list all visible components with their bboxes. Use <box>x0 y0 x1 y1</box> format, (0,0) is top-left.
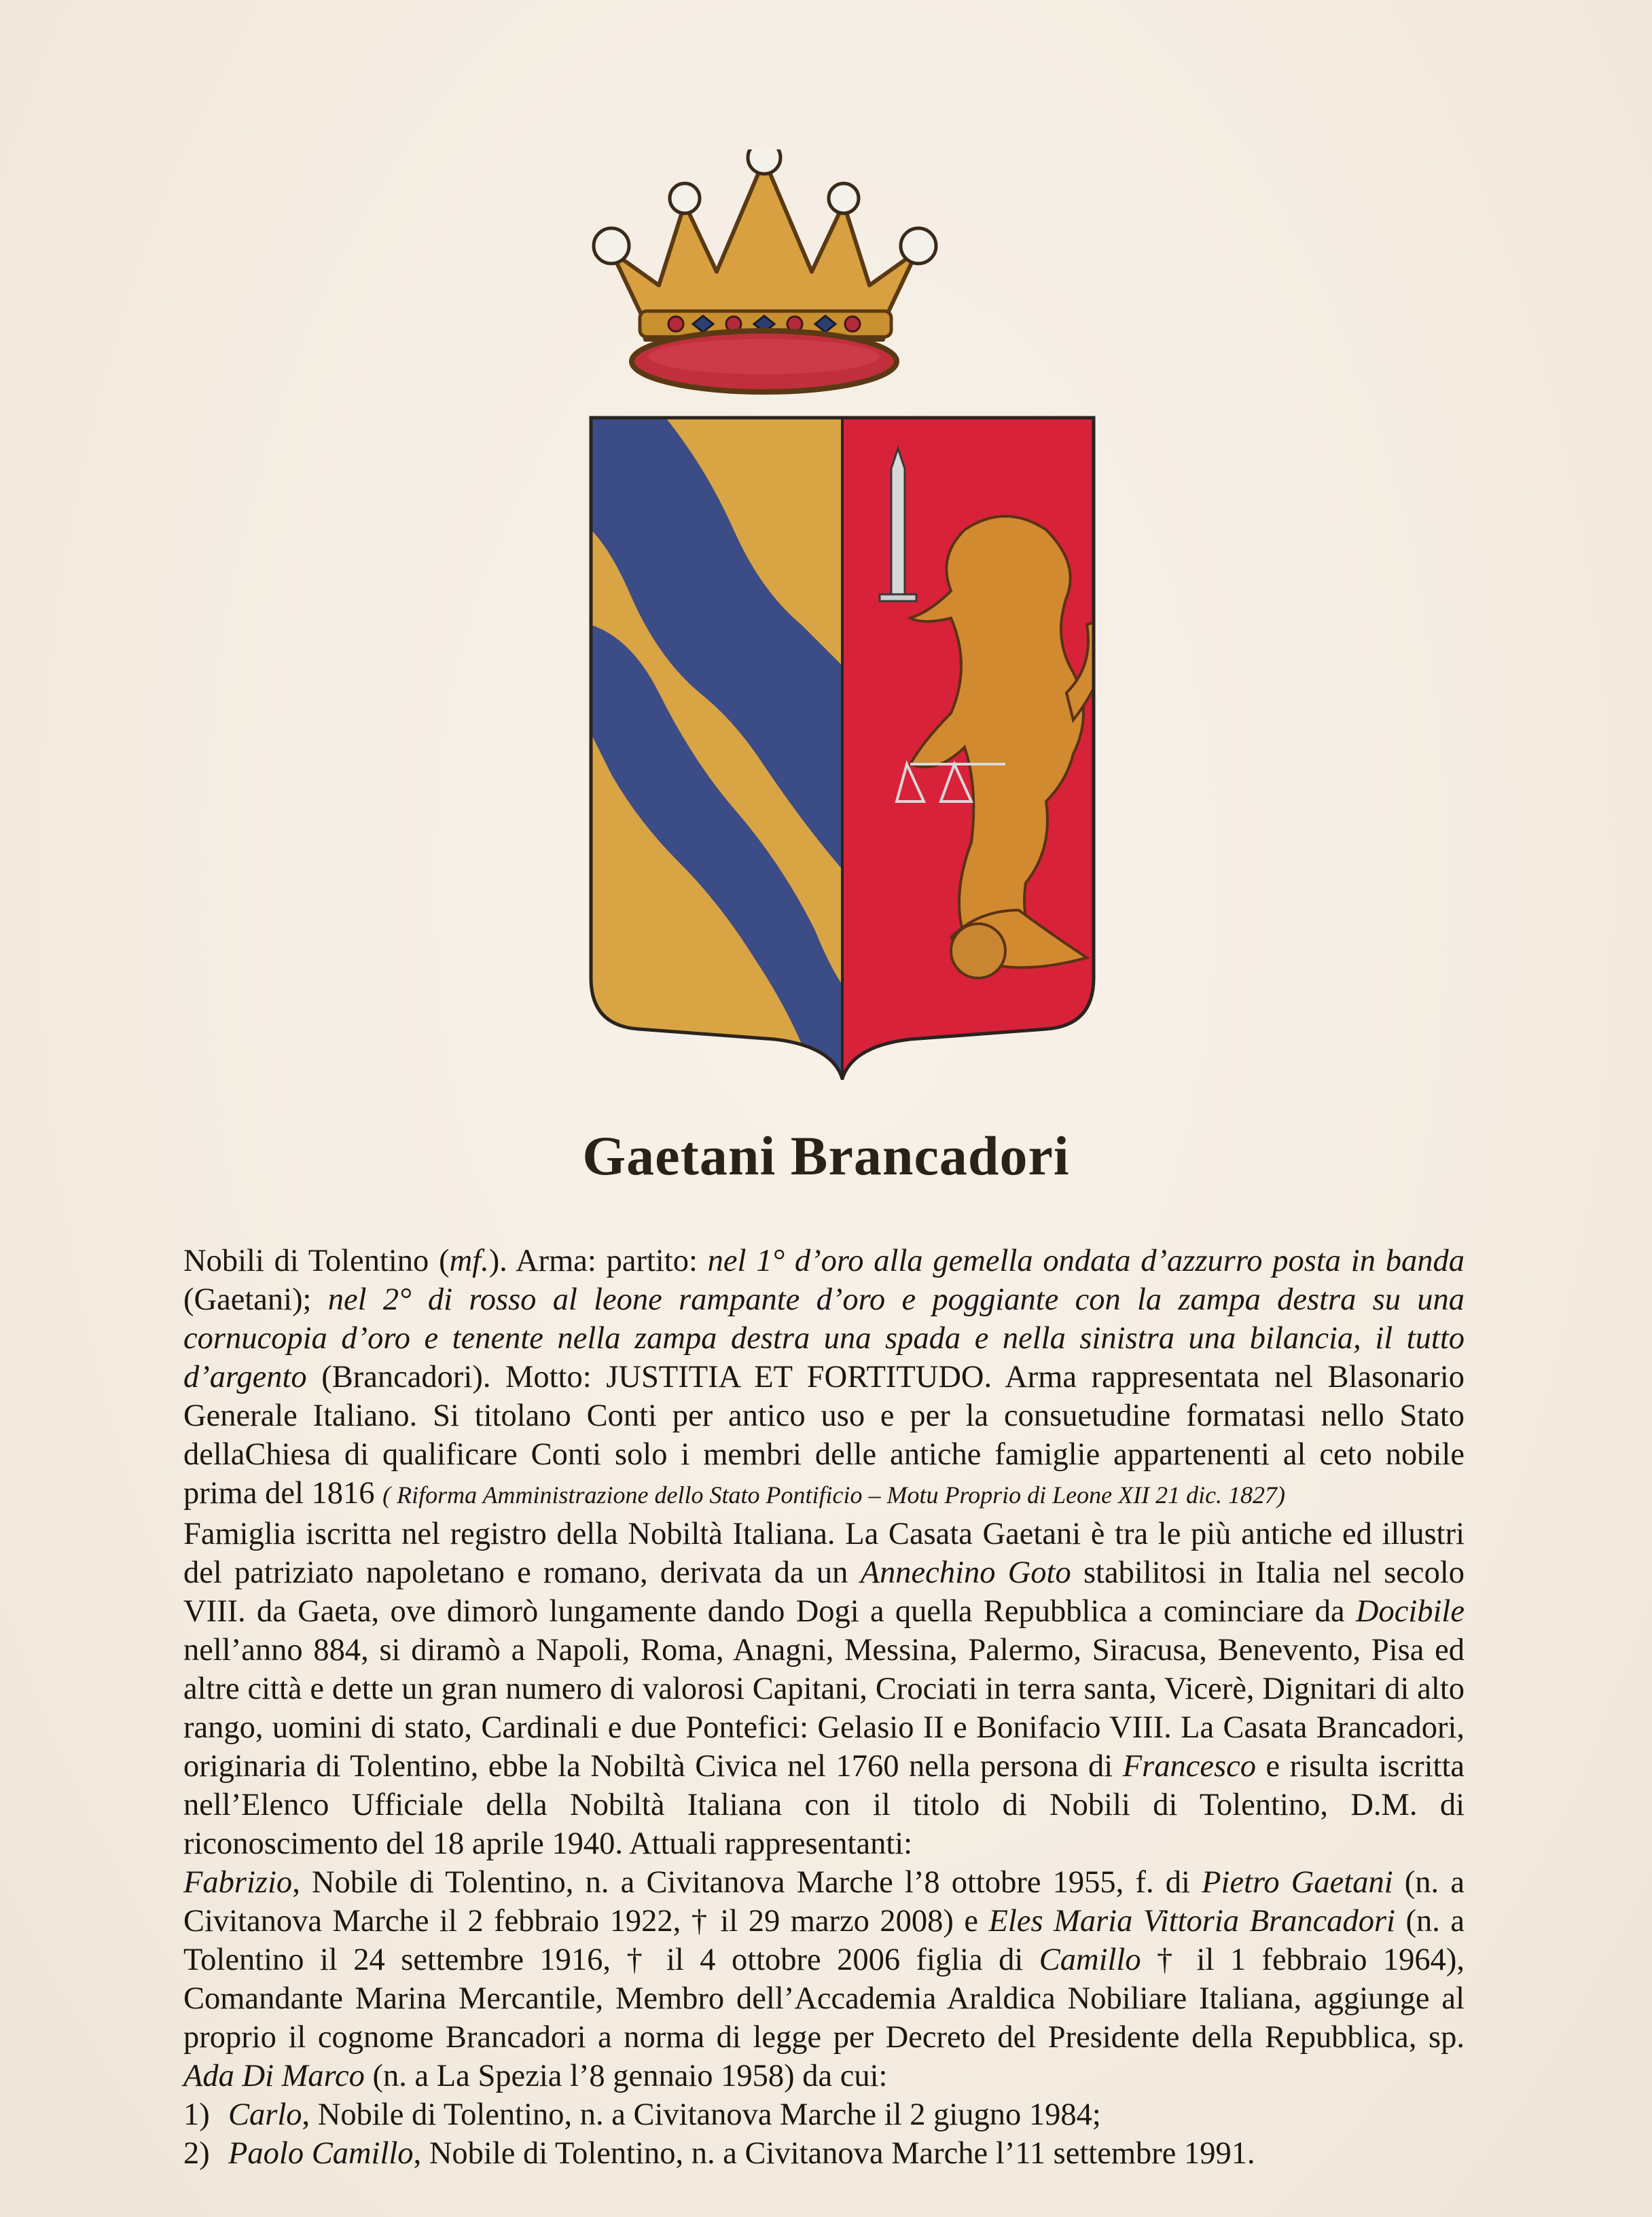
text-span: † il 1 febbraio 1964), Comandante Marina Mercantile, Membro dell’Accademia Araldica Nobiliare Italiana, aggiunge al proprio il cognome Brancadori a norma di legge per Decreto del Presidente della Repubblica, sp. <box>183 1943 1465 2055</box>
italic-span: mf. <box>449 1244 489 1278</box>
italic-span: Eles Maria Vittoria Brancadori <box>988 1904 1395 1939</box>
children-list <box>183 2095 1465 2173</box>
text-span: , Nobile di Tolentino, n. a Civitanova Marche il 2 giugno 1984; <box>302 2097 1101 2132</box>
paragraph-history <box>183 1515 1465 1863</box>
list-number: 2) <box>183 2136 210 2171</box>
document-body <box>183 1242 1465 2173</box>
child-name: Carlo <box>228 2097 302 2132</box>
italic-span: nel 1° d’oro alla gemella ondata d’azzurro posta in banda <box>707 1244 1465 1278</box>
text-span: e risulta iscritta nell’Elenco Ufficiale della Nobiltà Italiana con il titolo di Nobili di Tolentino, D.M. di riconoscimento del 18 aprile 1940. Attuali rappresentanti: <box>183 1749 1465 1861</box>
crown-icon <box>594 149 936 392</box>
paragraph-representatives <box>183 1863 1465 2095</box>
shield <box>591 418 1105 1080</box>
text-span: Nobili di Tolentino ( <box>183 1244 450 1278</box>
text-span: nell’anno 884, si diramò a Napoli, Roma, Anagni, Messina, Palermo, Siracusa, Benevento, Pisa ed altre città e dette un gran numero di valorosi Capitani, Crociati in terra santa, Vicerè, Dignitari di alto rango, uomini di stato, Cardinali e due Pontefici: Gelasio II e Bonifacio VIII. La Casata Brancadori, originaria di Tolentino, ebbe la Nobiltà Civica nel 1760 nella persona di <box>183 1633 1465 1784</box>
child-name: Paolo Camillo <box>228 2136 414 2171</box>
italic-span: Docibile <box>1355 1594 1465 1629</box>
italic-span: Francesco <box>1122 1749 1257 1784</box>
text-span: (Brancadori). Motto: JUSTITIA ET FORTITUDO. Arma rappresentata nel Blasonario Generale Italiano. Si titolano Conti per antico uso e per la consuetudine formatasi nello Stato dellaChiesa di qualificare Conti solo i membri delle antiche famiglie appartenenti al ceto nobile prima del 1816 <box>183 1360 1465 1511</box>
citation: ( Riforma Amministrazione dello Stato Pontificio – Motu Proprio di Leone XII 21 dic. 1827) <box>382 1481 1286 1509</box>
paragraph-arms <box>183 1242 1465 1515</box>
text-span: (Gaetani); <box>183 1282 328 1317</box>
italic-span: Ada Di Marco <box>183 2059 365 2093</box>
list-item <box>183 2095 1465 2134</box>
text-span: (n. a Tolentino il 24 settembre 1916, † il 4 ottobre 2006 figlia di <box>183 1904 1465 1977</box>
text-span: Famiglia iscritta nel registro della Nobiltà Italiana. La Casata Gaetani è tra le più antiche ed illustri del patriziato napoletano e romano, derivata da un <box>183 1517 1465 1590</box>
italic-span: Fabrizio <box>183 1865 293 1900</box>
italic-span: nel 2° di rosso al leone rampante d’oro e poggiante con la zampa destra su una cornucopia d’oro e tenente nella zampa destra una spada e nella sinistra una bilancia, il tutto d’argento <box>183 1282 1465 1394</box>
italic-span: Annechino Goto <box>860 1555 1071 1590</box>
text-span: stabilitosi in Italia nel secolo VIII. da Gaeta, ove dimorò lungamente dando Dogi a quella Repubblica a cominciare da <box>183 1555 1465 1629</box>
text-span: ). Arma: partito: <box>488 1244 708 1278</box>
text-span: , Nobile di Tolentino, n. a Civitanova Marche l’8 ottobre 1955, f. di <box>292 1865 1202 1900</box>
list-item <box>183 2134 1465 2173</box>
italic-span: Camillo <box>1039 1943 1141 1977</box>
coat-of-arms <box>530 149 1128 1080</box>
family-name-title: Gaetani Brancadori <box>582 1125 1070 1187</box>
text-span: (n. a La Spezia l’8 gennaio 1958) da cui: <box>364 2059 888 2093</box>
italic-span: Pietro Gaetani <box>1202 1865 1393 1900</box>
text-span: , Nobile di Tolentino, n. a Civitanova Marche l’11 settembre 1991. <box>413 2136 1255 2171</box>
list-number: 1) <box>183 2097 210 2132</box>
text-span: (n. a Civitanova Marche il 2 febbraio 1922, † il 29 marzo 2008) e <box>183 1865 1465 1939</box>
